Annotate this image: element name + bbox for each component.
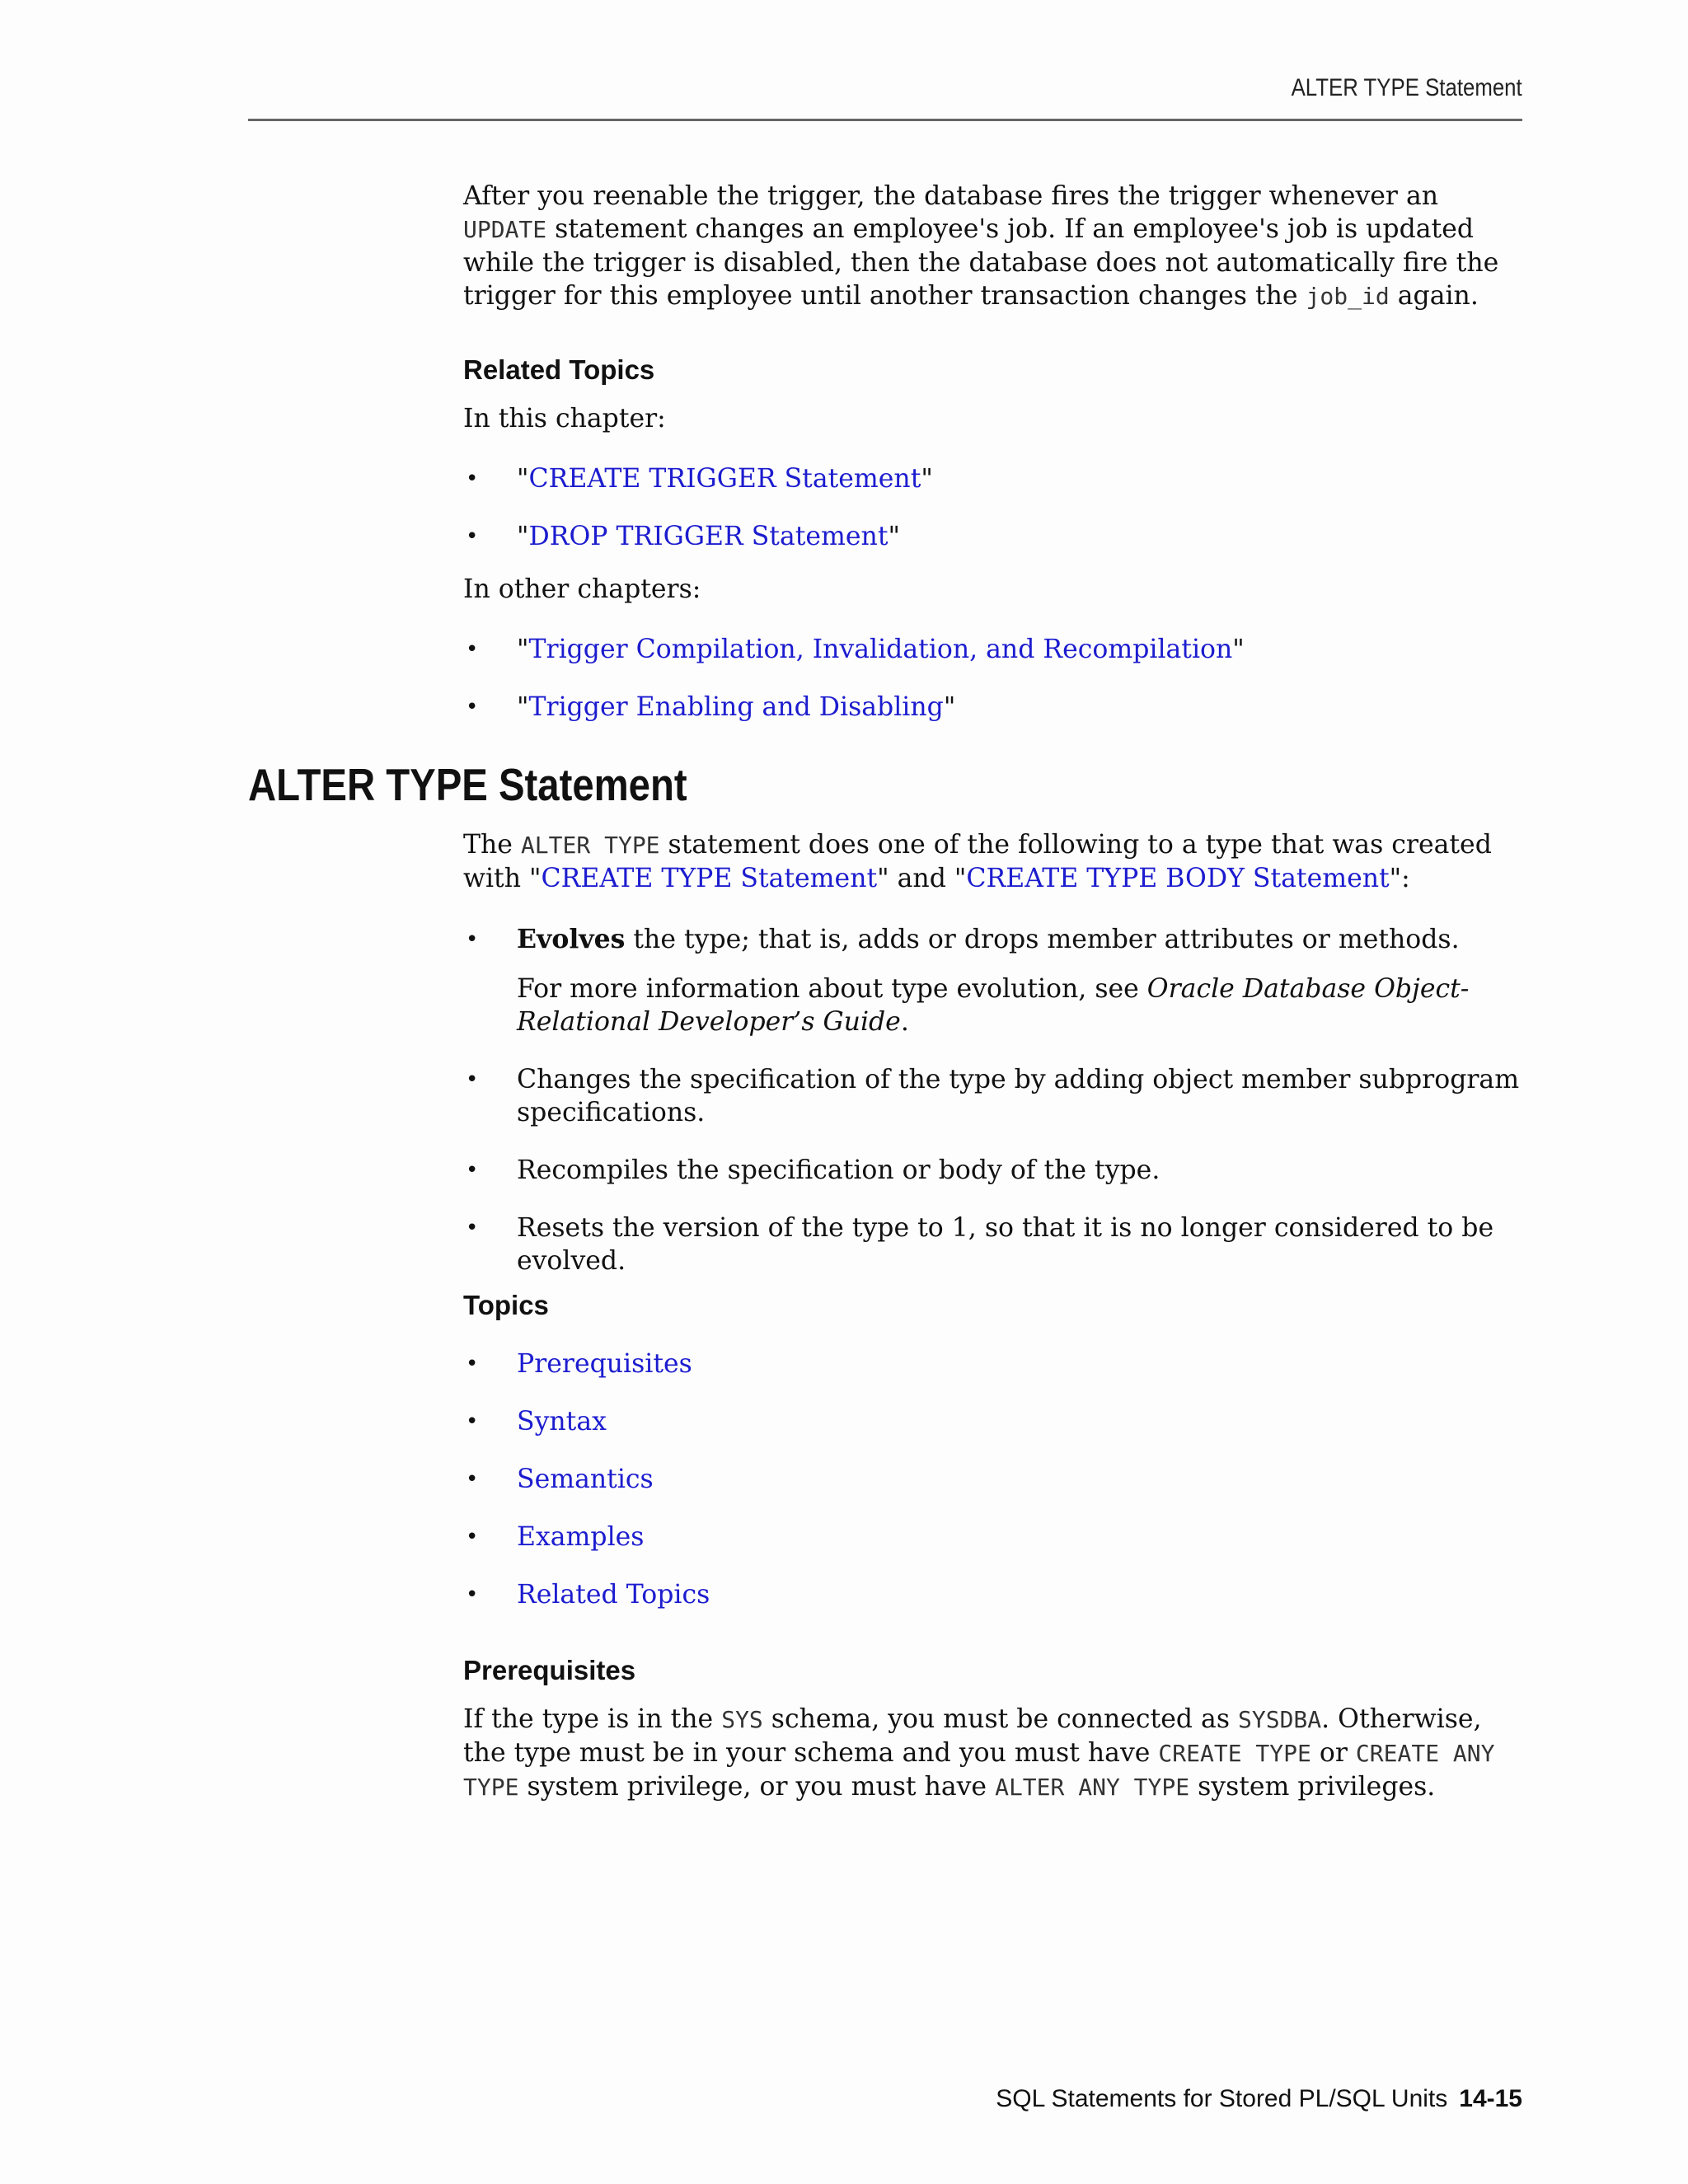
bullet-icon: • — [466, 1067, 479, 1092]
list-item — [463, 1212, 1526, 1277]
bullet-icon: • — [466, 1525, 479, 1549]
related-topics-heading: Related Topics — [463, 354, 655, 385]
link-examples[interactable]: Examples — [517, 1522, 645, 1552]
intro-text-2: statement changes an employee's job. If an employee's job is updated while the trigger is disabled, then the database does not automatically fire the trigger for this employee until another transaction changes the — [463, 214, 1499, 311]
list-item — [463, 1521, 1526, 1554]
section-intro — [463, 828, 1526, 895]
prereq-text-2: schema, you must be connected as — [762, 1704, 1238, 1734]
link-create-trigger[interactable]: CREATE TRIGGER Statement — [528, 464, 921, 494]
link-related-topics[interactable]: Related Topics — [517, 1580, 710, 1610]
code-job-id: job_id — [1306, 283, 1390, 310]
intro-text-1: After you reenable the trigger, the database fires the trigger whenever an — [463, 181, 1439, 211]
list-item — [463, 1405, 1526, 1438]
section-intro-text-1: The — [463, 830, 521, 860]
link-trigger-compilation[interactable]: Trigger Compilation, Invalidation, and Recompilation — [528, 635, 1233, 664]
topics-heading: Topics — [463, 1290, 549, 1320]
bullet-text: Changes the specification of the type by adding object member subprogram specifications. — [517, 1065, 1520, 1127]
bullet-icon: • — [466, 1158, 479, 1183]
link-trigger-enabling[interactable]: Trigger Enabling and Disabling — [528, 692, 944, 722]
other-chapter-link-list — [463, 633, 1526, 724]
bullet-icon: • — [466, 927, 479, 952]
bullet-icon: • — [466, 637, 479, 662]
prereq-text-1: If the type is in the — [463, 1704, 722, 1734]
bullet-subparagraph — [517, 972, 1526, 1038]
link-drop-trigger[interactable]: DROP TRIGGER Statement — [528, 522, 889, 551]
code-create-type: CREATE TYPE — [1158, 1740, 1311, 1767]
in-this-chapter-label: In this chapter: — [463, 404, 666, 434]
code-sysdba: SYSDBA — [1238, 1706, 1322, 1733]
prerequisites-heading: Prerequisites — [463, 1655, 636, 1685]
page-number: 14-15 — [1459, 2085, 1522, 2112]
intro-text-3: again. — [1389, 281, 1479, 311]
subparagraph-end: . — [900, 1007, 909, 1037]
link-semantics[interactable]: Semantics — [517, 1465, 654, 1494]
bullet-text: Recompiles the specification or body of the type. — [517, 1155, 1160, 1185]
bullet-icon: • — [466, 1409, 479, 1434]
bullet-icon: • — [466, 1216, 479, 1240]
bullet-icon: • — [466, 1467, 479, 1492]
section-heading: ALTER TYPE Statement — [248, 759, 687, 810]
footer-title: SQL Statements for Stored PL/SQL Units — [996, 2085, 1448, 2112]
list-item — [463, 923, 1526, 1038]
list-item: • "DROP TRIGGER Statement" — [466, 522, 901, 551]
intro-text — [463, 180, 1526, 313]
section-intro-text-2: statement does one of the following to a type that was created with — [463, 830, 1492, 893]
list-item — [463, 1578, 1526, 1611]
link-create-type[interactable]: CREATE TYPE Statement — [541, 864, 878, 893]
list-item: • "CREATE TRIGGER Statement" — [466, 464, 933, 494]
code-alter-any-type: ALTER ANY TYPE — [995, 1774, 1190, 1801]
list-item — [463, 1063, 1526, 1129]
section-intro-text-4: : — [1401, 864, 1410, 893]
in-other-chapters-label: In other chapters: — [463, 574, 701, 604]
link-prerequisites[interactable]: Prerequisites — [517, 1349, 692, 1379]
prerequisites-text — [463, 1703, 1526, 1804]
subparagraph-text: For more information about type evolution, see — [517, 974, 1147, 1004]
link-create-type-body[interactable]: CREATE TYPE BODY Statement — [966, 864, 1390, 893]
intro-paragraph — [463, 180, 1526, 313]
prerequisites-paragraph — [463, 1703, 1526, 1804]
prereq-text-5: system privilege, or you must have — [518, 1772, 996, 1802]
list-item — [463, 1463, 1526, 1496]
code-alter-type: ALTER TYPE — [520, 832, 660, 859]
code-create-any-type: CREATE ANY TYPE — [463, 1740, 1495, 1801]
section-intro-text-3: and — [889, 864, 954, 893]
topics-link-list — [463, 1347, 1526, 1611]
bullet-text: Resets the version of the type to 1, so that it is no longer considered to be evolved. — [517, 1213, 1494, 1276]
bullet-icon: • — [466, 466, 479, 491]
prereq-text-3: . Otherwise, the type must be in your schema and you must have — [463, 1704, 1482, 1768]
list-item — [463, 1347, 1526, 1380]
prereq-text-4: or — [1311, 1738, 1356, 1768]
prereq-text-6: system privileges. — [1189, 1772, 1436, 1802]
page-header — [248, 74, 1522, 121]
page-footer — [996, 2085, 1522, 2113]
bullet-icon: • — [466, 695, 479, 719]
link-syntax[interactable]: Syntax — [517, 1407, 607, 1436]
code-sys: SYS — [721, 1706, 763, 1733]
bullet-icon: • — [466, 524, 479, 549]
bold-evolves: Evolves — [517, 924, 626, 954]
this-chapter-link-list — [463, 462, 1526, 553]
bullet-icon: • — [466, 1352, 479, 1376]
bullet-text: the type; that is, adds or drops member attributes or methods. — [625, 925, 1460, 954]
list-item: • "Trigger Enabling and Disabling" — [466, 692, 956, 722]
section-intro-text: The ALTER TYPE statement does one of the following to a type that was created with "CREATE TYPE Statement" and "CREATE TYPE BODY Statement": — [463, 830, 1492, 893]
list-item — [463, 1154, 1526, 1187]
list-item: • "Trigger Compilation, Invalidation, and Recompilation" — [466, 635, 1245, 664]
guide-title: Oracle Database Object-Relational Developer’s Guide — [517, 974, 1470, 1037]
section-bullet-list — [463, 923, 1526, 1277]
running-title: ALTER TYPE Statement — [1291, 74, 1522, 101]
bullet-icon: • — [466, 1582, 479, 1607]
code-update: UPDATE — [463, 216, 547, 243]
